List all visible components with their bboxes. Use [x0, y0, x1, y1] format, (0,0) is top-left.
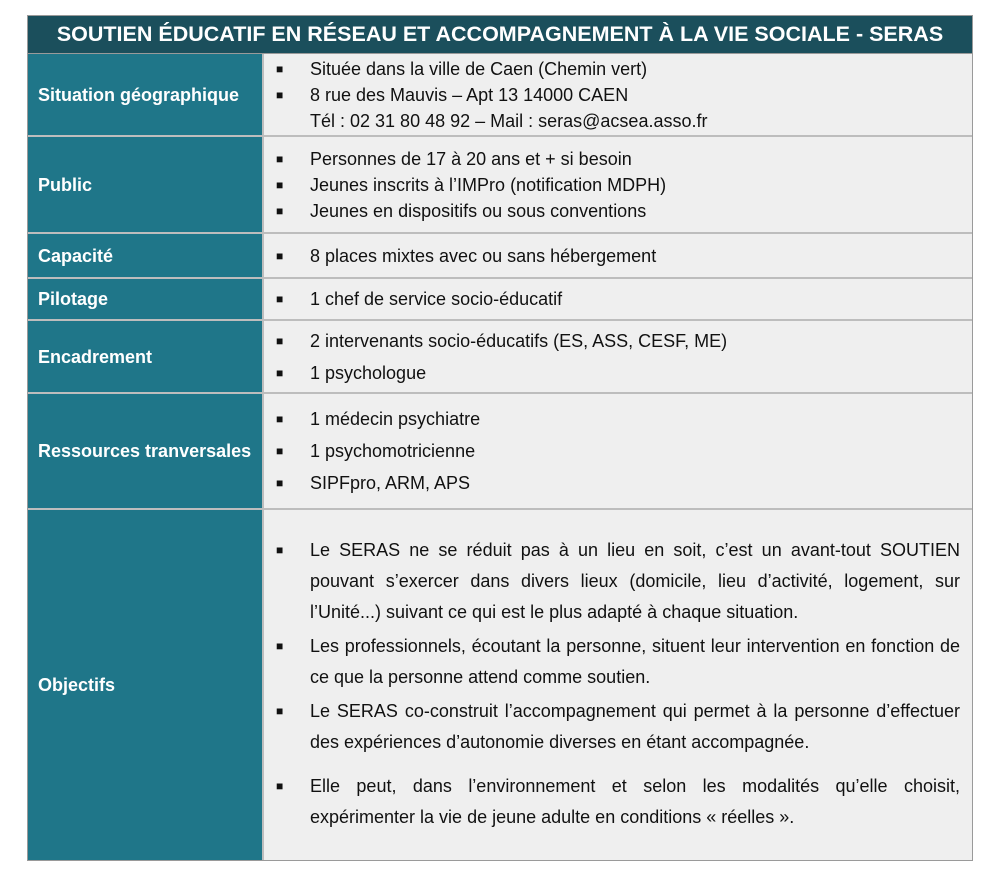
bullet-icon: ■ [276, 412, 284, 426]
list-item: ■ 1 médecin psychiatre [310, 406, 960, 432]
row-label-pilotage: Pilotage [28, 279, 264, 319]
row-content-objectifs [264, 510, 972, 860]
list-item: ■ Personnes de 17 à 20 ans et + si besoin [310, 146, 960, 172]
bullet-icon: ■ [276, 87, 284, 102]
list-item: ■ Les professionnels, écoutant la personne, situent leur intervention en fonction de ce que la personne attend comme soutien. [310, 631, 960, 693]
row-content-encadrement [264, 321, 972, 392]
list-item: ■ 8 places mixtes avec ou sans hébergement [310, 243, 960, 269]
list-item: ■ SIPFpro, ARM, APS [310, 470, 960, 496]
bullet-icon: ■ [276, 292, 284, 306]
row-label-objectifs: Objectifs [28, 510, 264, 860]
bullet-icon: ■ [276, 365, 284, 380]
list-item: ■ Jeunes inscrits à l’IMPro (notification MDPH) [310, 172, 960, 198]
row-content-pilotage [264, 279, 972, 319]
bullet-icon: ■ [276, 703, 284, 718]
list-item: ■ Située dans la ville de Caen (Chemin vert) [310, 56, 960, 82]
row-content-ressources [264, 394, 972, 508]
row-label-situation: Situation géographique [28, 54, 264, 135]
list-item: ■ Jeunes en dispositifs ou sous conventions [310, 198, 960, 224]
contact-line: Tél : 02 31 80 48 92 – Mail : seras@acsea.asso.fr [310, 110, 708, 131]
list-item: ■ 1 chef de service socio-éducatif [310, 286, 960, 312]
row-label-public: Public [28, 137, 264, 232]
row-label-encadrement: Encadrement [28, 321, 264, 392]
list-item: ■ 1 psychologue [310, 360, 960, 386]
bullet-icon: ■ [276, 542, 284, 557]
bullet-icon: ■ [276, 61, 284, 76]
list-item: ■ 8 rue des Mauvis – Apt 13 14000 CAEN [310, 82, 960, 108]
bullet-icon: ■ [276, 638, 284, 653]
list-item: ■ Le SERAS ne se réduit pas à un lieu en soit, c’est un avant-tout SOUTIEN pouvant s’exercer dans divers lieux (domicile, lieu d’activité, logement, sur l’Unité...) suivant ce qui est le plus adapté à chaque situation. [310, 535, 960, 628]
row-encadrement [28, 321, 972, 394]
bullet-icon: ■ [276, 333, 284, 348]
row-label-capacite: Capacité [28, 234, 264, 277]
bullet-icon: ■ [276, 203, 284, 218]
row-situation [28, 54, 972, 137]
list-item: ■ 2 intervenants socio-éducatifs (ES, ASS, CESF, ME) [310, 328, 960, 354]
row-pilotage [28, 279, 972, 321]
bullet-icon: ■ [276, 476, 284, 490]
list-item: ■ Elle peut, dans l’environnement et selon les modalités qu’elle choisit, expérimenter la vie de jeune adulte en conditions « réelles ». [310, 771, 960, 833]
row-content-public [264, 137, 972, 232]
bullet-icon: ■ [276, 444, 284, 458]
bullet-icon: ■ [276, 151, 284, 166]
bullet-icon: ■ [276, 248, 284, 263]
row-label-ressources: Ressources tranversales [28, 394, 264, 508]
row-content-capacite [264, 234, 972, 277]
bullet-icon: ■ [276, 778, 284, 793]
row-capacite [28, 234, 972, 279]
bullet-icon: ■ [276, 177, 284, 192]
table-title: SOUTIEN ÉDUCATIF EN RÉSEAU ET ACCOMPAGNEMENT À LA VIE SOCIALE - SERAS [28, 16, 972, 54]
seras-info-table [27, 15, 973, 861]
row-public [28, 137, 972, 234]
row-content-situation [264, 54, 972, 135]
row-objectifs [28, 510, 972, 860]
list-item: ■ Le SERAS co-construit l’accompagnement qui permet à la personne d’effectuer des expériences d’autonomie diverses en étant accompagnée. [310, 696, 960, 758]
list-item: ■ 1 psychomotricienne [310, 438, 960, 464]
row-ressources [28, 394, 972, 510]
